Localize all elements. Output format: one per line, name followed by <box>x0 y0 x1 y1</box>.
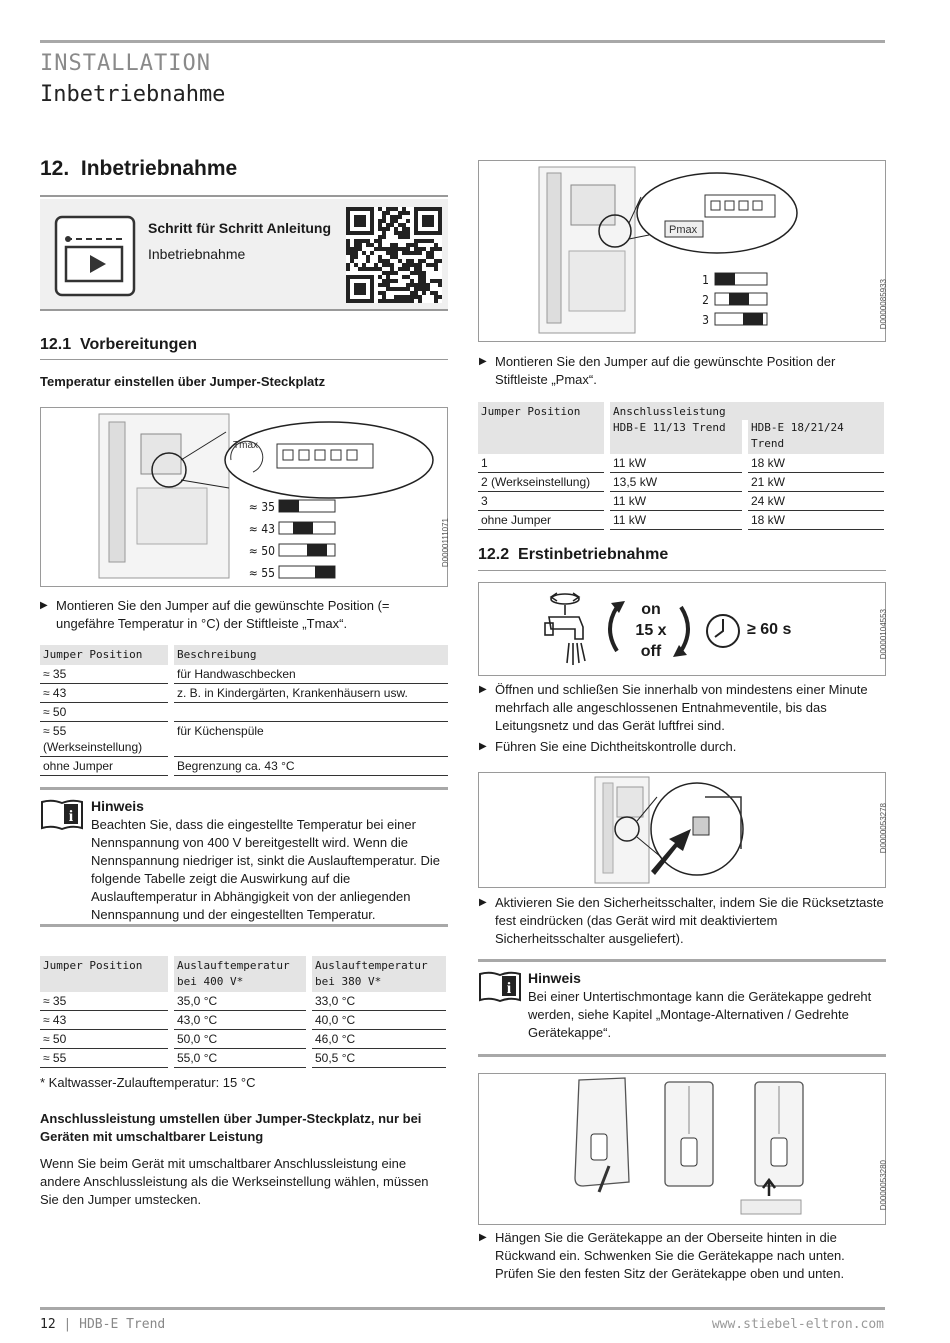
tmax-labels: ≈ 35 ≈ 43 ≈ 50 ≈ 55 <box>248 500 275 580</box>
figure-code: D0000053280 <box>879 1160 888 1211</box>
bullet-reset: ▶ Aktivieren Sie den Sicherheitsschalter, indem Sie die Rücksetztaste fest eindrücken (das Gerät wird mit deaktiviertem Sicherheitsschalter ausgeliefert). <box>479 894 884 948</box>
table-row: ≈ 35 für Handwaschbecken <box>40 665 448 684</box>
subhead-tmax: Temperatur einstellen über Jumper-Steckplatz <box>40 374 326 389</box>
tmax-label: Tmax <box>233 440 258 451</box>
tmax-jumper-figure <box>40 407 448 587</box>
footer-url: www.stiebel-eltron.com <box>711 1317 884 1332</box>
page-title: Inbetriebnahme <box>40 82 226 107</box>
video-heading: Schritt für Schritt Anleitung <box>148 220 332 236</box>
flush-instruction: on 15 x off <box>635 601 667 660</box>
table-row: ≈ 35 35,0 °C 33,0 °C <box>40 992 446 1011</box>
bullet-flush: ▶ Öffnen und schließen Sie innerhalb von mindestens einer Minute mehrfach alle angeschlossenen Entnahmeventile, bis das Leitungsnetz und das Gerät luftfrei sind. <box>479 681 884 735</box>
qr-code[interactable] <box>346 207 442 303</box>
chapter-heading: 12. Inbetriebnahme <box>40 157 238 180</box>
pmax-jumper-positions <box>715 273 767 325</box>
bullet-pmax: ▶ Montieren Sie den Jumper auf die gewünschte Position der Stiftleiste „Pmax“. <box>479 353 884 389</box>
table-row: ≈ 55 (Werkseinstellung) für Küchenspüle <box>40 722 448 757</box>
info-book-icon <box>40 798 84 830</box>
table-jumper-description: Jumper Position Beschreibung ≈ 35 für Handwaschbecken ≈ 43 z. B. in Kindergärten, Krankenhäusern usw. ≈ 50 ≈ 55 (Werkseinstellung) für Küchenspüle ohne Jumper Begrenzung ca. 43 °C <box>40 645 448 776</box>
video-play-icon[interactable] <box>54 215 136 297</box>
video-instruction-box <box>40 199 448 309</box>
pmax-jumper-figure <box>478 160 886 342</box>
power-text: Wenn Sie beim Gerät mit umschaltbarer Anschlussleistung eine andere Anschlussleistung als die Werkseinstellung wählen, müssen Sie den Jumper umstecken. <box>40 1156 429 1207</box>
table-power-rating: Jumper Position Anschlussleistung HDB-E 11/13 Trend HDB-E 18/21/24 Trend 1 11 kW 18 kW 2 (Werkseinstellung) 13,5 kW 21 kW 3 11 kW 24 kW ohne Jumper 11 kW 18 kW <box>478 402 884 530</box>
table-row: 1 11 kW 18 kW <box>478 454 884 473</box>
figure-code: D0000104553 <box>879 609 888 660</box>
bullet-leak-check: ▶ Führen Sie eine Dichtheitskontrolle durch. <box>479 738 884 756</box>
table-row: ≈ 50 <box>40 703 448 722</box>
faucet-icon <box>545 594 585 665</box>
note2-text: Bei einer Untertischmontage kann die Gerätekappe gedreht werden, siehe Kapitel „Montage-Alternativen / Gedrehte Gerätekappe“. <box>528 989 872 1040</box>
note1-text: Beachten Sie, dass die eingestellte Temperatur bei einer Nennspannung von 400 V bereitgestellt wird. Wenn die Nennspannung niedriger ist, sinkt die Auslauftemperatur. Die folgende Tabelle zeigt die Auswirkung auf die Auslauftemperatur in Abhängigkeit von der anliegenden Nennspannung und der eingestellten Temperatur. <box>91 817 441 922</box>
figure-code: D0000085933 <box>879 279 888 330</box>
footer-page: 12 | HDB-E Trend <box>40 1317 166 1332</box>
bullet-tmax: ▶ Montieren Sie den Jumper auf die gewünschte Position (= ungefähre Temperatur in °C) der Stiftleiste „Tmax“. <box>40 597 450 633</box>
table-row: 3 11 kW 24 kW <box>478 492 884 511</box>
section-label: INSTALLATION <box>40 51 211 76</box>
bullet-cover: ▶ Hängen Sie die Gerätekappe an der Oberseite hinten in die Rückwand ein. Schwenken Sie die Gerätekappe nach unten. Prüfen Sie den festen Sitz der Gerätekappe oben und unten. <box>479 1229 884 1283</box>
info-book-icon <box>478 970 522 1002</box>
pmax-label: Pmax <box>669 224 698 236</box>
flush-figure <box>478 582 886 676</box>
svg-text:i: i <box>68 808 74 825</box>
table-row: ≈ 43 z. B. in Kindergärten, Krankenhäusern usw. <box>40 684 448 703</box>
reset-button-figure <box>478 772 886 888</box>
subhead-power: Anschlussleistung umstellen über Jumper-Steckplatz, nur bei Geräten mit umschaltbarer Leistung <box>40 1111 422 1144</box>
figure-code: D0000111071 <box>441 518 450 568</box>
section-12-1-heading: 12.1 Vorbereitungen <box>40 336 198 353</box>
cover-mounting-figure <box>478 1073 886 1225</box>
svg-text:i: i <box>506 980 512 997</box>
footnote: * Kaltwasser-Zulauftemperatur: 15 °C <box>40 1075 256 1090</box>
tmax-jumper-positions <box>279 500 335 578</box>
table-row: ≈ 43 43,0 °C 40,0 °C <box>40 1011 446 1030</box>
table-outlet-temperature: Jumper Position Auslauftemperatur bei 400 V* Auslauftemperatur bei 380 V* ≈ 35 35,0 °C 33,0 °C ≈ 43 43,0 °C 40,0 °C ≈ 50 50,0 °C 46,0 °C ≈ 55 55,0 °C 50,5 °C <box>40 956 446 1068</box>
flush-duration: ≥ 60 s <box>747 621 792 638</box>
pmax-labels: 1 2 3 <box>702 273 709 327</box>
table-row: ≈ 55 55,0 °C 50,5 °C <box>40 1049 446 1068</box>
note2-title: Hinweis <box>528 970 581 986</box>
table-row: ohne Jumper 11 kW 18 kW <box>478 511 884 530</box>
video-sub: Inbetriebnahme <box>148 246 246 262</box>
note1-title: Hinweis <box>91 798 144 814</box>
table-row: ≈ 50 50,0 °C 46,0 °C <box>40 1030 446 1049</box>
figure-code: D0000053278 <box>879 803 888 854</box>
table-row: ohne Jumper Begrenzung ca. 43 °C <box>40 757 448 776</box>
section-12-2-heading: 12.2 Erstinbetriebnahme <box>478 546 669 563</box>
table-row: 2 (Werkseinstellung) 13,5 kW 21 kW <box>478 473 884 492</box>
